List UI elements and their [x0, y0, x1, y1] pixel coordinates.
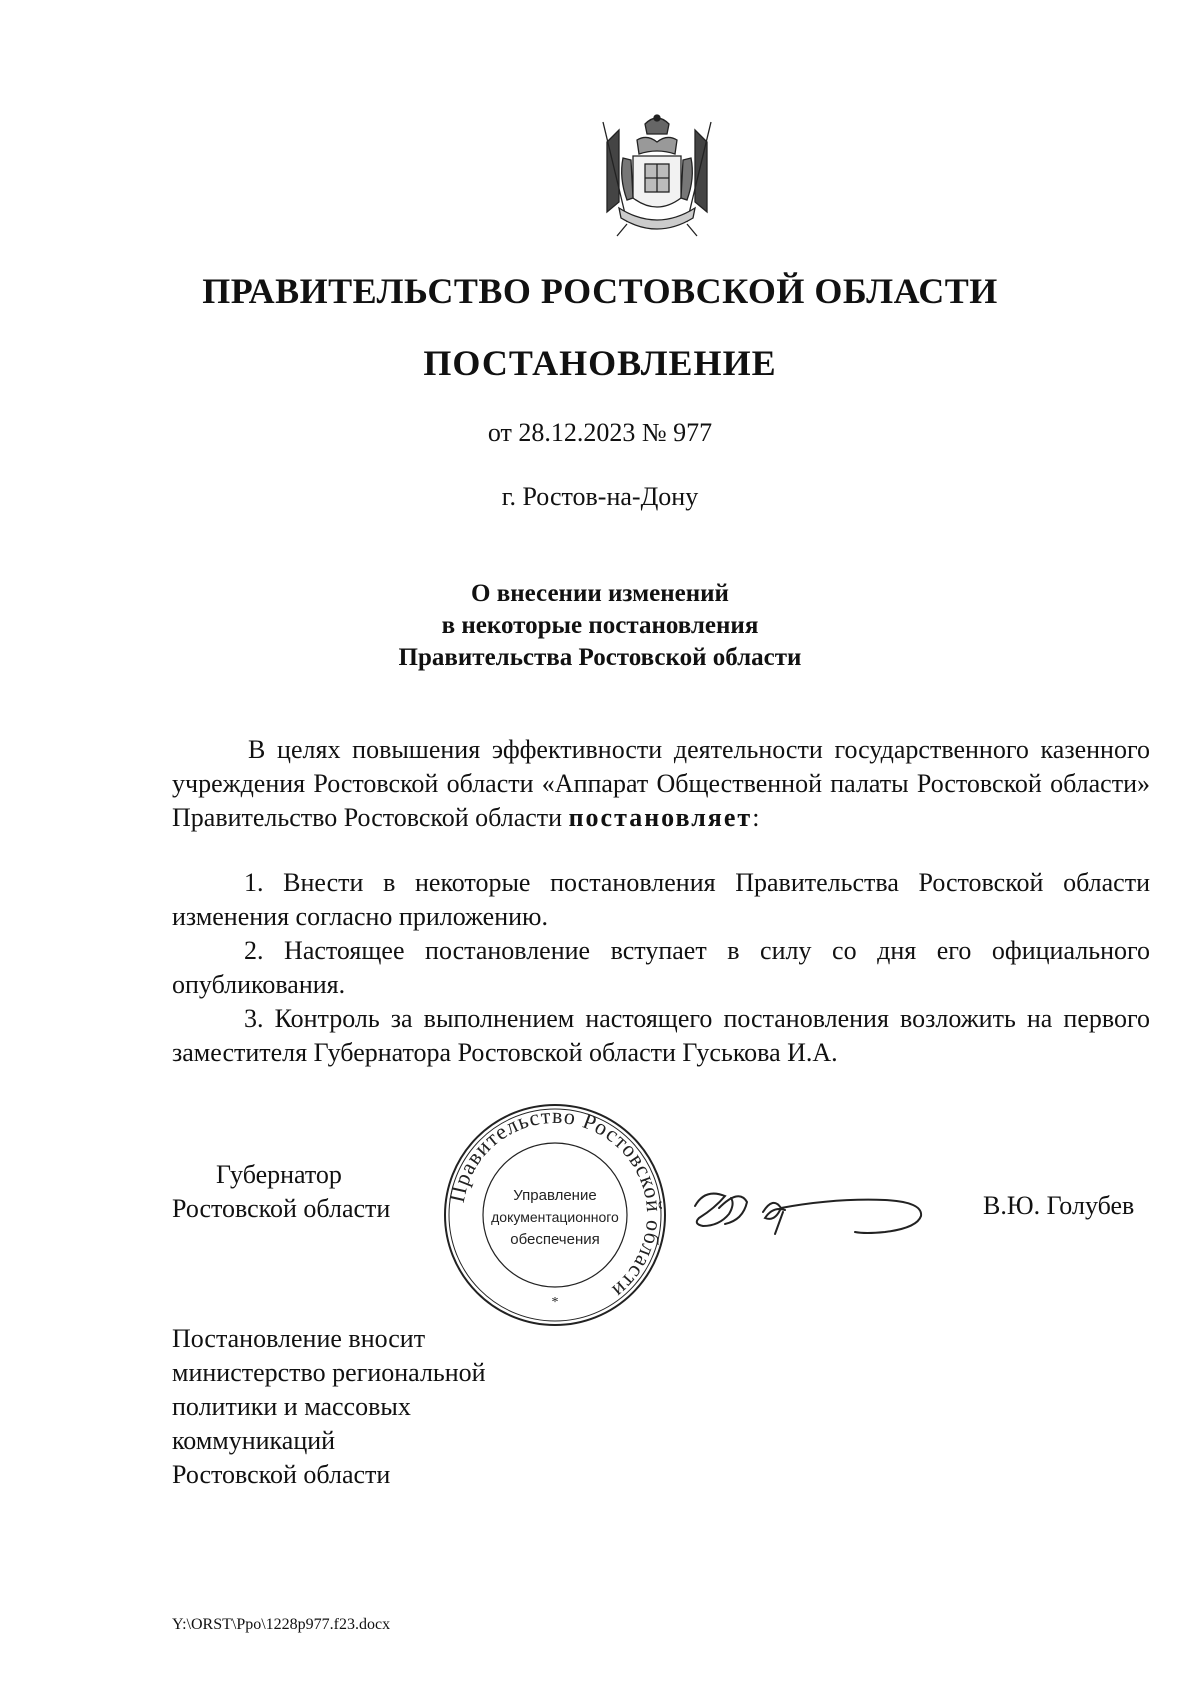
document-subject — [0, 578, 1200, 674]
document-date-number: от 28.12.2023 № 977 — [487, 418, 713, 447]
preamble-text: В целях повышения эффективности деятельности государственного казенного учреждения Ростовской области «Аппарат Общественной палаты Ростовской области» Правительство Ростовской области — [172, 735, 1150, 832]
organization-title: ПРАВИТЕЛЬСТВО РОСТОВСКОЙ ОБЛАСТИ — [202, 271, 998, 311]
file-path-footer: Y:\ORST\Ppo\1228p977.f23.docx — [172, 1616, 391, 1633]
preamble-colon: : — [752, 803, 760, 832]
stamp-outer-text: Правительство Ростовской области — [443, 1102, 668, 1304]
decree-item: 1. Внести в некоторые постановления Правительства Ростовской области изменения согласно приложению. — [172, 868, 1150, 931]
signatory-name: В.Ю. Голубев — [983, 1191, 1135, 1220]
subject-line: Правительства Ростовской области — [398, 644, 802, 671]
svg-text:*: * — [551, 1295, 559, 1310]
introduced-by-line: Ростовской области — [172, 1460, 391, 1489]
decree-word: постановляет — [568, 803, 753, 832]
document-city: г. Ростов-на-Дону — [501, 482, 699, 511]
coat-of-arms-emblem — [597, 112, 717, 242]
introduced-by-line: коммуникаций — [172, 1426, 336, 1455]
handwritten-signature — [685, 1168, 935, 1258]
signatory-title-line: Ростовской области — [172, 1194, 391, 1223]
introduced-by-line: Постановление вносит — [172, 1324, 426, 1353]
official-stamp — [440, 1100, 670, 1330]
stamp-inner-line: обеспечения — [510, 1231, 600, 1248]
introduced-by-line: политики и массовых — [172, 1392, 411, 1421]
stamp-inner-line: документационного — [491, 1209, 619, 1225]
introduced-by-line: министерство региональной — [172, 1358, 486, 1387]
subject-line: в некоторые постановления — [441, 612, 759, 639]
decree-items — [172, 866, 1150, 1070]
decree-item: 3. Контроль за выполнением настоящего постановления возложить на первого заместителя Губернатора Ростовской области Гуськова И.А. — [172, 1004, 1150, 1067]
document-type: ПОСТАНОВЛЕНИЕ — [423, 343, 777, 383]
preamble-paragraph — [172, 733, 1150, 835]
subject-line: О внесении изменений — [471, 580, 729, 607]
signatory-title-line: Губернатор — [216, 1160, 342, 1189]
stamp-inner-line: Управление — [513, 1187, 597, 1204]
decree-item: 2. Настоящее постановление вступает в силу со дня его официального опубликования. — [172, 936, 1150, 999]
introduced-by-block — [172, 1322, 486, 1492]
signatory-title — [172, 1158, 390, 1226]
